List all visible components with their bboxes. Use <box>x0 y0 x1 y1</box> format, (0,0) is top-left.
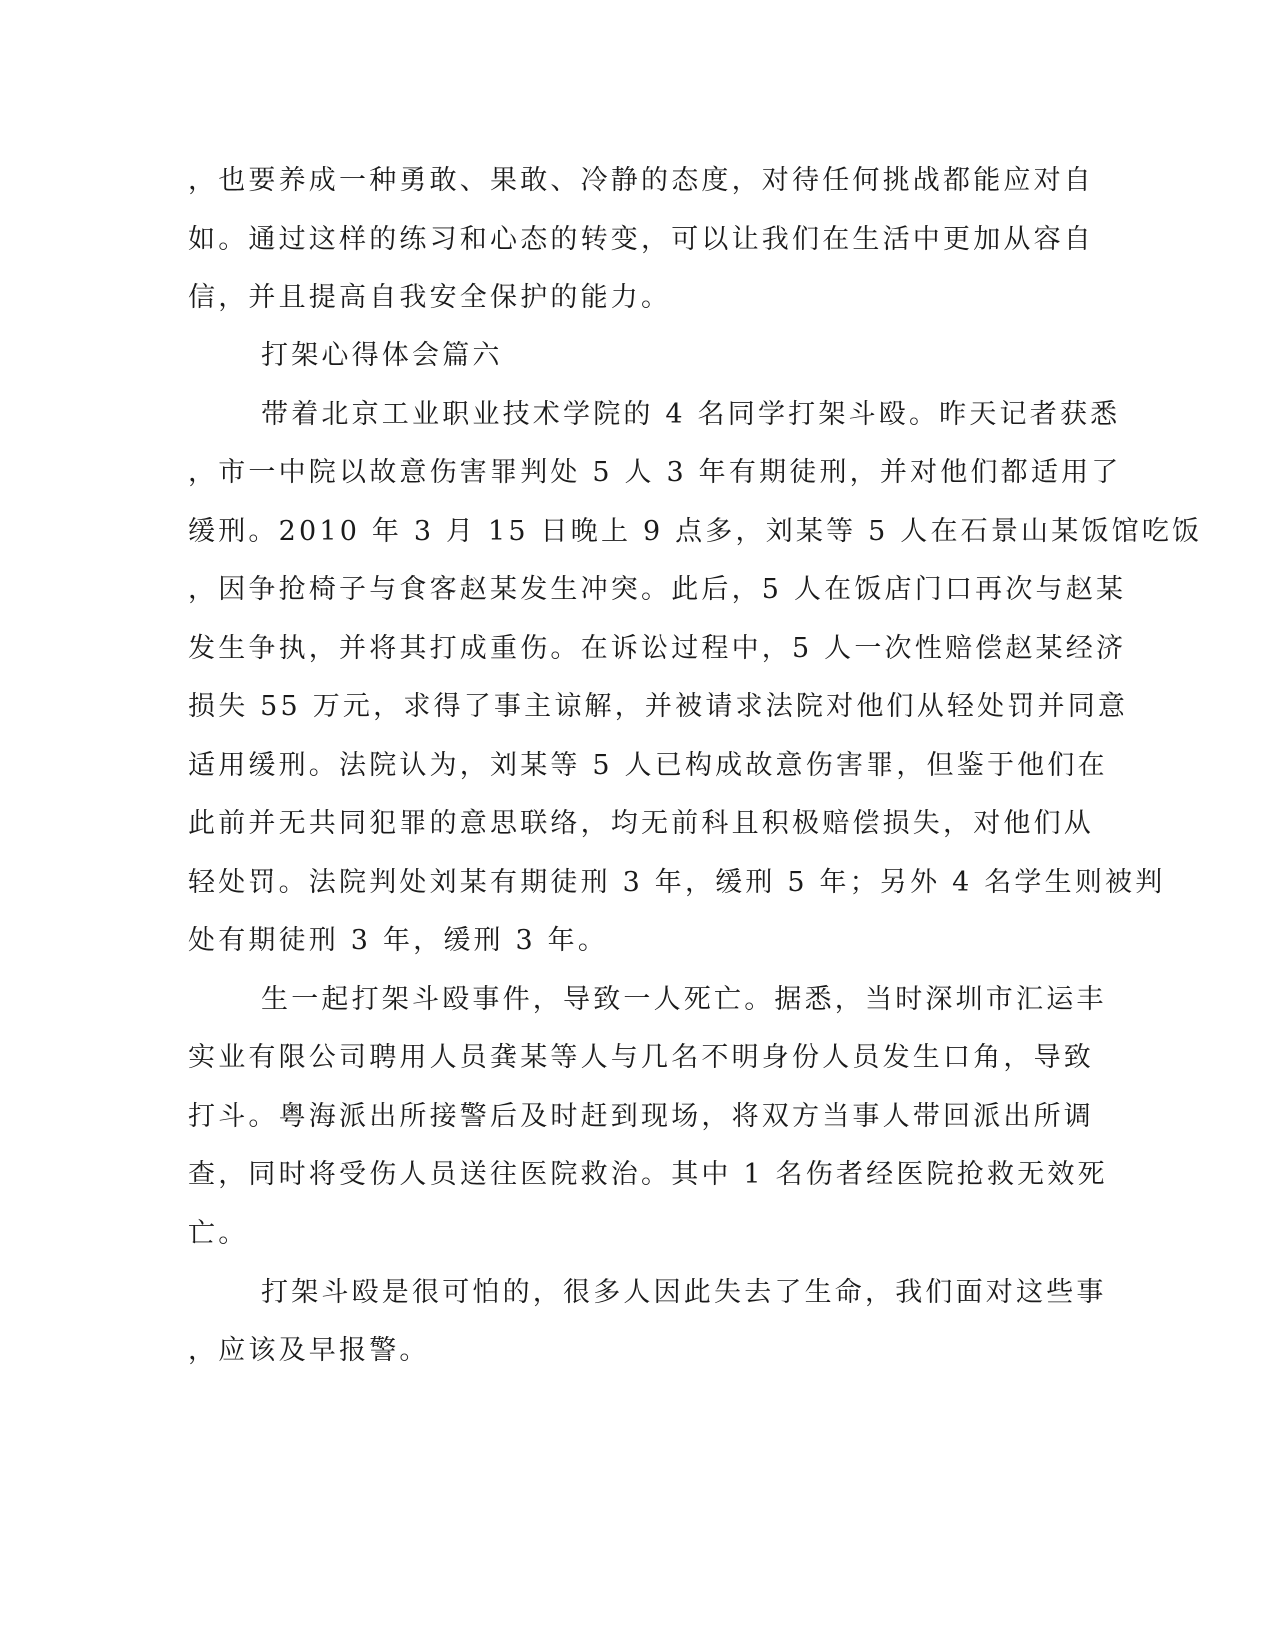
text-line: 缓刑。2010 年 3 月 15 日晚上 9 点多，刘某等 5 人在石景山某饭馆吃饭 <box>188 516 1203 547</box>
text-line: ，因争抢椅子与食客赵某发生冲突。此后，5 人在饭店门口再次与赵某 <box>188 574 1127 605</box>
text-line: 实业有限公司聘用人员龚某等人与几名不明身份人员发生口角，导致 <box>188 1042 1094 1073</box>
text-line: 适用缓刑。法院认为，刘某等 5 人已构成故意伤害罪，但鉴于他们在 <box>188 750 1108 781</box>
text-line: 此前并无共同犯罪的意思联络，均无前科且积极赔偿损失，对他们从 <box>188 808 1094 839</box>
text-line: ，应该及早报警。 <box>188 1335 430 1366</box>
text-line: 轻处罚。法院判处刘某有期徒刑 3 年，缓刑 5 年；另外 4 名学生则被判 <box>188 867 1166 898</box>
text-line: 信，并且提高自我安全保护的能力。 <box>188 282 672 313</box>
text-line: 如。通过这样的练习和心态的转变，可以让我们在生活中更加从容自 <box>188 224 1094 255</box>
text-line: 带着北京工业职业技术学院的 4 名同学打架斗殴。昨天记者获悉 <box>261 399 1121 430</box>
text-line: 查，同时将受伤人员送往医院救治。其中 1 名伤者经医院抢救无效死 <box>188 1159 1108 1190</box>
text-line: ，也要养成一种勇敢、果敢、冷静的态度，对待任何挑战都能应对自 <box>188 165 1094 196</box>
section-heading: 打架心得体会篇六 <box>261 340 503 371</box>
text-line: 发生争执，并将其打成重伤。在诉讼过程中，5 人一次性赔偿赵某经济 <box>188 633 1127 664</box>
text-line: 生一起打架斗殴事件，导致一人死亡。据悉，当时深圳市汇运丰 <box>261 984 1107 1015</box>
text-line: 打架斗殴是很可怕的，很多人因此失去了生命，我们面对这些事 <box>261 1277 1107 1308</box>
text-line: ，市一中院以故意伤害罪判处 5 人 3 年有期徒刑，并对他们都适用了 <box>188 457 1122 488</box>
text-line: 亡。 <box>188 1218 249 1249</box>
text-line: 处有期徒刑 3 年，缓刑 3 年。 <box>188 925 609 956</box>
text-line: 损失 55 万元，求得了事主谅解，并被请求法院对他们从轻处罚并同意 <box>188 691 1129 722</box>
text-line: 打斗。粤海派出所接警后及时赶到现场，将双方当事人带回派出所调 <box>188 1101 1094 1132</box>
